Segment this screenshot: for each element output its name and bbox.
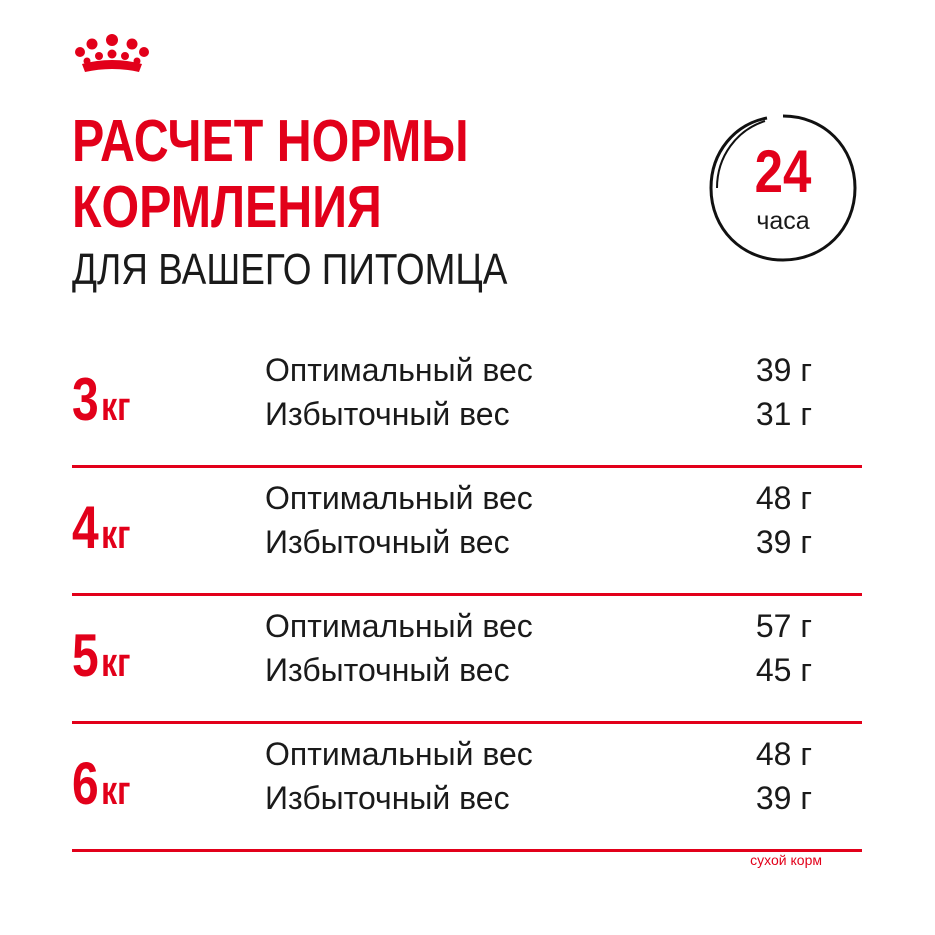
footnote: сухой корм	[750, 852, 822, 868]
feeding-table	[72, 340, 862, 852]
title-line-1: РАСЧЕТ НОРМЫ	[72, 108, 469, 174]
overweight-label: Избыточный вес	[265, 652, 510, 688]
weight-unit: кг	[101, 641, 131, 685]
weight-unit: кг	[101, 385, 131, 429]
optimal-value: 48 г	[755, 480, 812, 516]
optimal-value: 48 г	[755, 736, 812, 772]
optimal-label: Оптимальный вес	[265, 480, 533, 516]
table-row	[72, 340, 862, 468]
weight-value: 6	[72, 750, 99, 817]
table-row	[72, 724, 862, 852]
table-row	[72, 596, 862, 724]
badge-number: 24	[754, 138, 812, 205]
daily-badge	[707, 112, 859, 264]
optimal-value: 57 г	[755, 608, 812, 644]
overweight-label: Избыточный вес	[265, 780, 510, 816]
page-title	[72, 108, 469, 240]
title-line-2: КОРМЛЕНИЯ	[72, 174, 382, 240]
overweight-value: 31 г	[755, 396, 812, 432]
overweight-value: 39 г	[755, 780, 812, 816]
optimal-label: Оптимальный вес	[265, 736, 533, 772]
table-row	[72, 468, 862, 596]
weight-unit: кг	[101, 769, 131, 813]
overweight-value: 45 г	[755, 652, 812, 688]
overweight-label: Избыточный вес	[265, 396, 510, 432]
optimal-label: Оптимальный вес	[265, 352, 533, 388]
optimal-value: 39 г	[755, 352, 812, 388]
weight-value: 3	[72, 366, 99, 433]
overweight-value: 39 г	[755, 524, 812, 560]
badge-unit: часа	[756, 207, 810, 235]
page-subtitle: ДЛЯ ВАШЕГО ПИТОМЦА	[72, 245, 508, 294]
crown-icon	[70, 30, 154, 78]
overweight-label: Избыточный вес	[265, 524, 510, 560]
pet-weight	[72, 748, 130, 827]
row-divider	[72, 849, 862, 852]
weight-value: 5	[72, 622, 99, 689]
pet-weight	[72, 492, 130, 571]
weight-unit: кг	[101, 513, 131, 557]
weight-value: 4	[72, 494, 99, 561]
pet-weight	[72, 620, 130, 699]
optimal-label: Оптимальный вес	[265, 608, 533, 644]
pet-weight	[72, 364, 130, 443]
